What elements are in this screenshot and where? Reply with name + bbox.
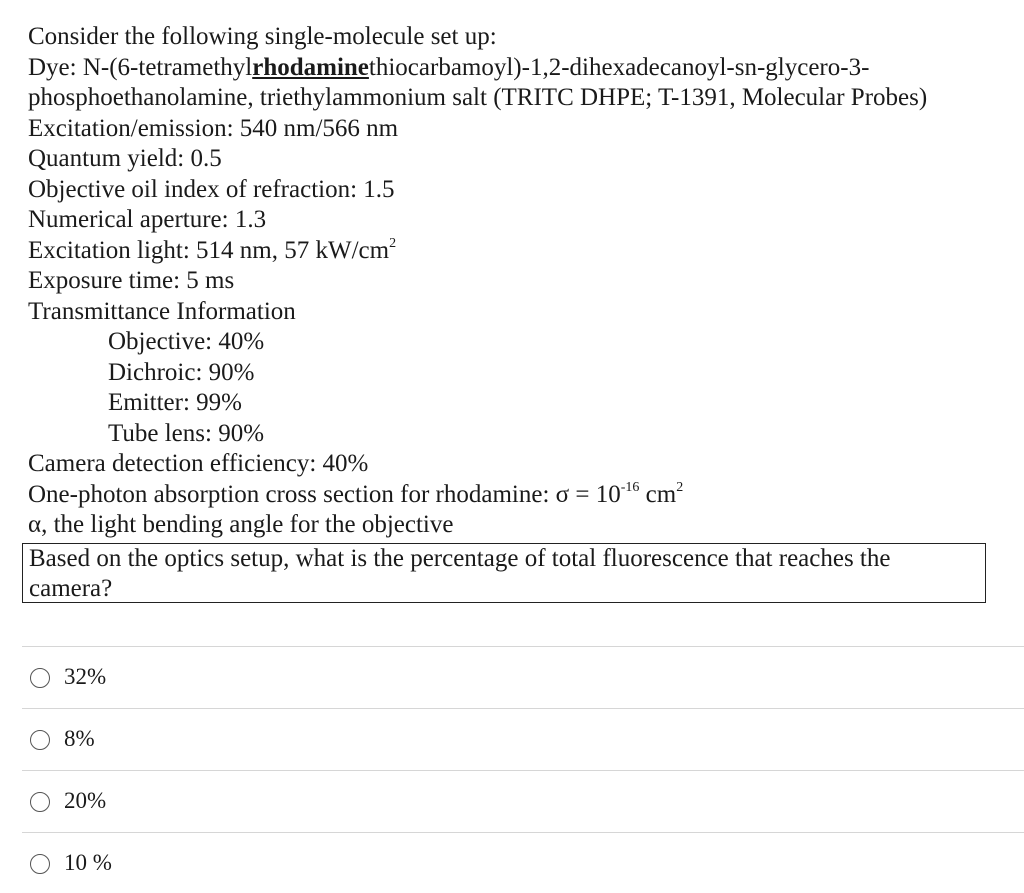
- radio-button-icon[interactable]: [30, 792, 50, 812]
- radio-button-icon[interactable]: [30, 730, 50, 750]
- numerical-aperture: Numerical aperture: 1.3: [28, 206, 267, 233]
- excitation-light-text: Excitation light: 514 nm, 57 kW/cm: [28, 236, 390, 264]
- answer-option-2[interactable]: [22, 708, 1024, 770]
- transmittance-dichroic: Dichroic: 90%: [108, 358, 255, 386]
- radio-button-icon[interactable]: [30, 668, 50, 688]
- dye-suffix: thiocarbamoyl)-1,2-dihexadecanoyl-sn-glycero-3-: [368, 53, 870, 81]
- cross-section-text: One-photon absorption cross section for rhodamine: σ = 10: [28, 480, 621, 508]
- transmittance-tube-lens: Tube lens: 90%: [108, 419, 265, 447]
- exposure-time: Exposure time: 5 ms: [28, 267, 235, 294]
- transmittance-heading: Transmittance Information: [28, 297, 296, 325]
- answer-option-3[interactable]: [22, 770, 1024, 832]
- cross-section-unit-sup: 2: [676, 479, 684, 495]
- cross-section-exponent: -16: [620, 479, 640, 495]
- answer-option-label: 10 %: [64, 850, 112, 875]
- dye-line: [28, 53, 998, 84]
- dye-emphasis: rhodamine: [252, 53, 369, 81]
- camera-efficiency: Camera detection efficiency: 40%: [28, 450, 369, 477]
- answer-option-label: 20%: [64, 788, 107, 813]
- quantum-yield: Quantum yield: 0.5: [28, 145, 222, 172]
- oil-index: Objective oil index of refraction: 1.5: [28, 175, 395, 203]
- excitation-light-sup: 2: [389, 235, 397, 251]
- alpha-line: α, the light bending angle for the objective: [28, 511, 454, 538]
- transmittance-objective: Objective: 40%: [108, 328, 265, 355]
- transmittance-emitter: Emitter: 99%: [108, 389, 242, 416]
- setup-description: [28, 22, 998, 541]
- question-box: Based on the optics setup, what is the percentage of total fluorescence that reaches the camera?: [22, 543, 986, 603]
- intro-text: Consider the following single-molecule set up:: [28, 23, 497, 50]
- dye-prefix: Dye: N-(6-tetramethyl: [28, 53, 253, 81]
- answer-option-label: 32%: [64, 664, 107, 689]
- dye-line-2: phosphoethanolamine, triethylammonium salt (TRITC DHPE; T-1391, Molecular Probes): [28, 84, 928, 111]
- cross-section: [28, 480, 998, 511]
- excitation-light: [28, 236, 998, 267]
- cross-section-unit: cm: [639, 480, 677, 508]
- excitation-emission: Excitation/emission: 540 nm/566 nm: [28, 114, 399, 142]
- answer-options: [22, 646, 1024, 893]
- answer-option-1[interactable]: [22, 646, 1024, 708]
- radio-button-icon[interactable]: [30, 854, 50, 874]
- answer-option-label: 8%: [64, 726, 95, 751]
- answer-option-4[interactable]: [22, 832, 1024, 893]
